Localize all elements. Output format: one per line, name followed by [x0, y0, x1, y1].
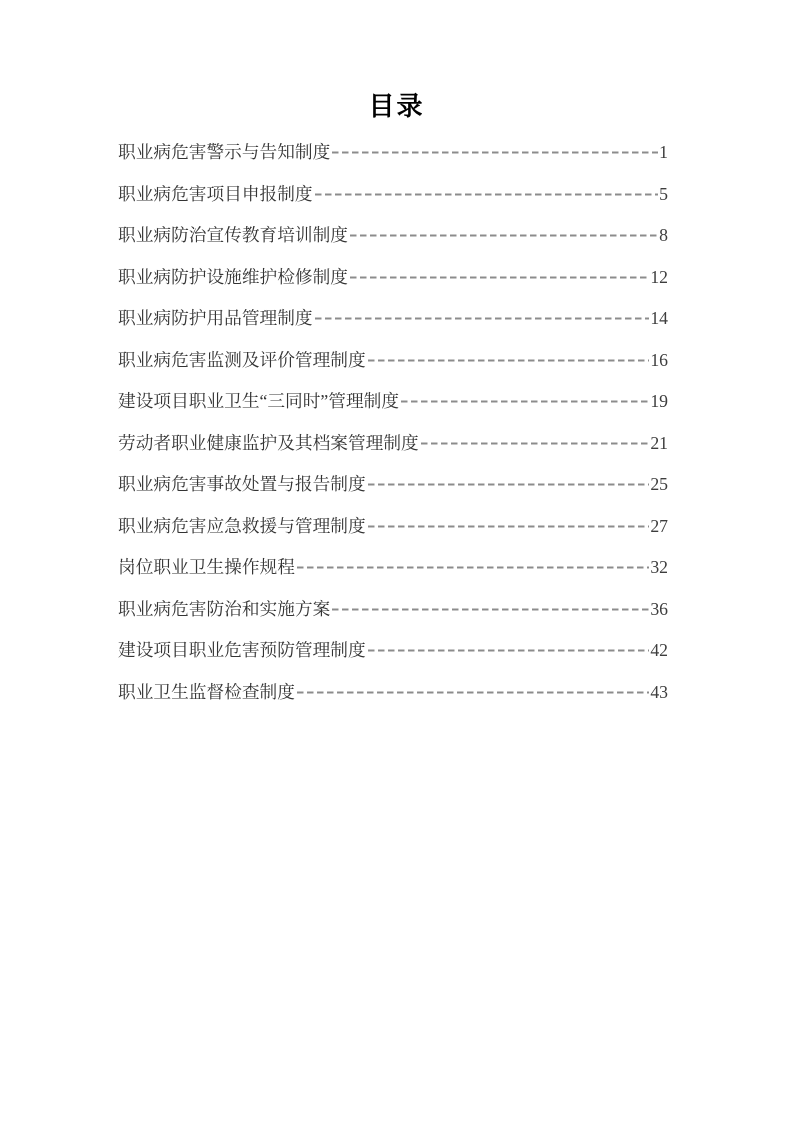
toc-entry-page: 27 [650, 515, 668, 536]
page-title: 目录 [368, 92, 425, 122]
dash-leader [368, 525, 650, 527]
toc-entry [118, 390, 668, 412]
toc-entry-title: 职业病危害事故处置与报告制度 [118, 474, 366, 494]
toc-entry [118, 473, 668, 495]
toc-entry-title: 建设项目职业卫生“三同时”管理制度 [118, 391, 400, 411]
dash-leader [350, 235, 658, 237]
toc-entry [118, 183, 668, 205]
toc-entry-title: 职业病危害项目申报制度 [118, 183, 313, 204]
dash-leader [421, 442, 650, 444]
dash-leader [350, 276, 649, 278]
toc-entry-page: 16 [650, 349, 668, 370]
toc-entry-page: 1 [659, 142, 668, 162]
dash-leader [297, 567, 649, 569]
dash-leader [315, 193, 659, 195]
toc-entry [118, 266, 668, 288]
toc-entry [118, 432, 668, 454]
toc-entry [118, 556, 668, 578]
toc-entry-page: 43 [650, 681, 668, 702]
toc-entry [118, 639, 668, 661]
toc-entry-title: 职业病危害防治和实施方案 [118, 598, 331, 619]
dash-leader [401, 401, 649, 403]
dash-leader [332, 152, 658, 154]
toc-entry-title: 劳动者职业健康监护及其档案管理制度 [118, 432, 419, 453]
toc-entry-page: 36 [650, 598, 668, 619]
toc-entry-title: 职业病防护设施维护检修制度 [118, 266, 348, 287]
toc-entry-title: 职业病防护用品管理制度 [118, 308, 313, 328]
toc-entry [118, 349, 668, 371]
dash-leader [368, 359, 650, 361]
toc-entry [118, 515, 668, 537]
toc-entry-page: 8 [659, 225, 668, 245]
toc-entry-title: 职业病危害应急救援与管理制度 [118, 515, 366, 536]
table-of-contents [118, 141, 668, 722]
dash-leader [368, 650, 650, 652]
toc-entry-page: 25 [650, 474, 668, 494]
toc-entry-title: 职业病危害监测及评价管理制度 [118, 349, 366, 370]
toc-entry-page: 32 [650, 557, 668, 577]
toc-entry-title: 岗位职业卫生操作规程 [118, 557, 295, 577]
toc-entry-page: 5 [659, 183, 668, 204]
toc-entry-page: 21 [650, 432, 668, 453]
toc-entry-page: 19 [650, 391, 668, 411]
dash-leader [315, 318, 650, 320]
dash-leader [332, 608, 649, 610]
toc-entry-page: 12 [650, 266, 668, 287]
dash-leader [368, 484, 650, 486]
toc-entry [118, 598, 668, 620]
toc-entry [118, 307, 668, 329]
dash-leader [297, 691, 649, 693]
toc-entry-title: 职业病危害警示与告知制度 [118, 142, 331, 162]
toc-entry-title: 建设项目职业危害预防管理制度 [118, 640, 366, 660]
toc-entry [118, 141, 668, 163]
toc-entry-title: 职业卫生监督检查制度 [118, 681, 295, 702]
toc-entry-title: 职业病防治宣传教育培训制度 [118, 225, 348, 245]
toc-entry-page: 14 [650, 308, 668, 328]
toc-entry [118, 224, 668, 246]
toc-entry [118, 681, 668, 703]
toc-entry-page: 42 [650, 640, 668, 660]
